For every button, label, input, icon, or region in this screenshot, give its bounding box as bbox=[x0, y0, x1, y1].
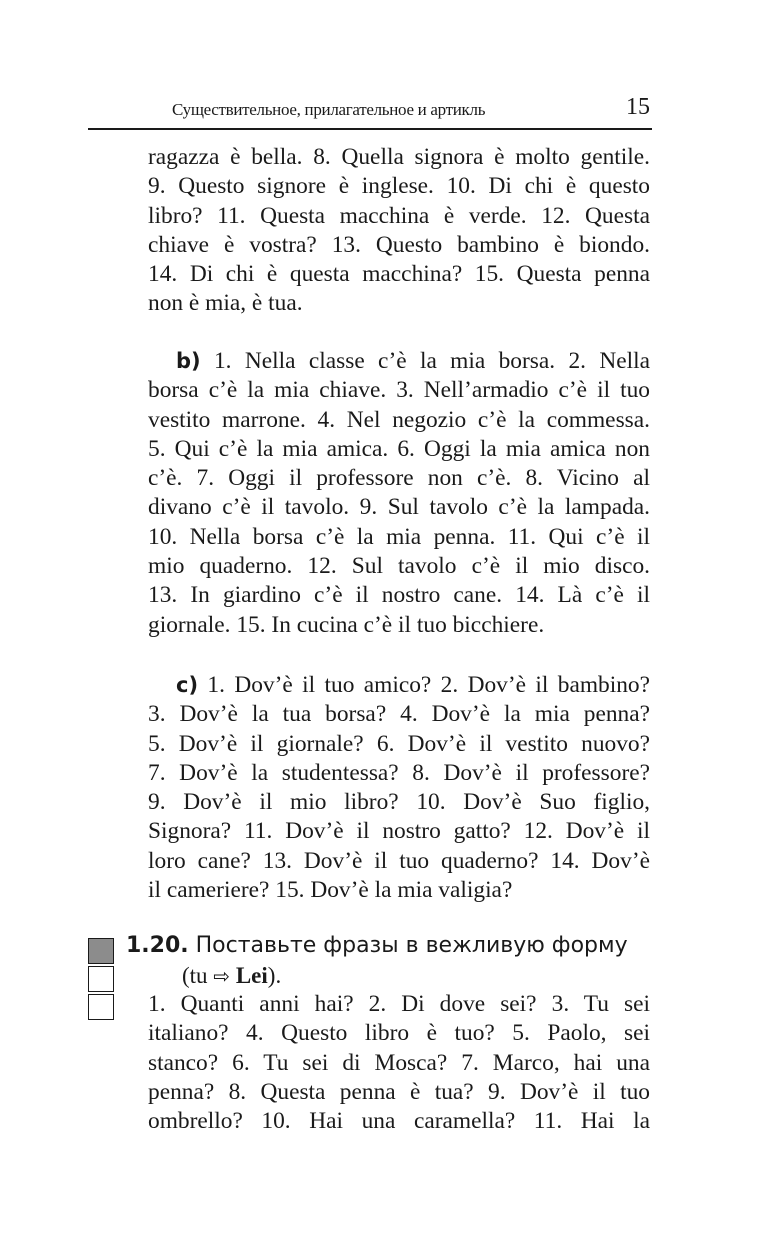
text-line bbox=[148, 671, 650, 700]
text-line: 5. Qui c’è la mia amica. 6. Oggi la mia amica non bbox=[148, 435, 650, 462]
text-line: 7. Dov’è la studentessa? 8. Dov’è il professore? bbox=[148, 759, 650, 786]
text-line: stanco? 6. Tu sei di Mosca? 7. Marco, hai una bbox=[148, 1049, 650, 1076]
text-line bbox=[148, 347, 650, 376]
exercise-number: 1.20. bbox=[126, 933, 189, 958]
target-form: Lei bbox=[230, 963, 268, 988]
text-line: loro cane? 13. Dov’è il tuo quaderno? 14. Dov’è bbox=[148, 847, 650, 874]
text-line: penna? 8. Questa penna è tua? 9. Dov’è il tuo bbox=[148, 1078, 650, 1105]
text-line: 13. In giardino c’è il nostro cane. 14. Là c’è il bbox=[148, 582, 650, 609]
text-line: non è mia, è tua. bbox=[148, 290, 303, 317]
text-line: 10. Nella borsa c’è la mia penna. 11. Qui c’è il bbox=[148, 523, 650, 550]
text-line: 3. Dov’è la tua borsa? 4. Dov’è la mia penna? bbox=[148, 701, 650, 728]
paren-open: (tu bbox=[182, 963, 214, 988]
text-line: ragazza è bella. 8. Quella signora è molto gentile. bbox=[148, 144, 650, 170]
text-span: 1. Dov’è il tuo amico? 2. Dov’è il bambino? bbox=[198, 672, 650, 698]
text-line: libro? 11. Questa macchina è verde. 12. Questa bbox=[148, 202, 650, 229]
text-line: italiano? 4. Questo libro è tuo? 5. Paolo, sei bbox=[148, 1020, 650, 1047]
difficulty-box-empty bbox=[88, 994, 114, 1020]
text-line: 9. Questo signore è inglese. 10. Di chi è questo bbox=[148, 173, 650, 200]
paren-close: ). bbox=[267, 963, 282, 988]
difficulty-indicator bbox=[88, 938, 116, 1022]
exercise-instruction-line2 bbox=[182, 961, 281, 991]
text-line: giornale. 15. In cucina c’è il tuo bicchiere. bbox=[148, 611, 545, 638]
header-title: Существительное, прилагательное и артикль bbox=[172, 100, 486, 119]
text-line: divano c’è il tavolo. 9. Sul tavolo c’è la lampada. bbox=[148, 494, 650, 521]
difficulty-box-empty bbox=[88, 966, 114, 992]
text-line: 14. Di chi è questa macchina? 15. Questa penna bbox=[148, 261, 650, 288]
text-line: Signora? 11. Dov’è il nostro gatto? 12. Dov’è il bbox=[148, 818, 650, 845]
paragraph-a bbox=[148, 143, 650, 319]
text-line: vestito marrone. 4. Nel negozio c’è la commessa. bbox=[148, 406, 650, 433]
text-line: 5. Dov’è il giornale? 6. Dov’è il vestito nuovo? bbox=[148, 730, 650, 757]
text-line: chiave è vostra? 13. Questo bambino è biondo. bbox=[148, 231, 650, 258]
section-label-b: b) bbox=[176, 349, 201, 373]
difficulty-box-filled bbox=[88, 938, 114, 964]
exercise-body bbox=[148, 990, 650, 1136]
text-line: ombrello? 10. Hai una caramella? 11. Hai la bbox=[148, 1108, 650, 1135]
text-line: c’è. 7. Oggi il professore non c’è. 8. Vicino al bbox=[148, 465, 650, 492]
page-number: 15 bbox=[626, 94, 650, 120]
paragraph-b bbox=[148, 347, 650, 640]
text-line: mio quaderno. 12. Sul tavolo c’è il mio disco. bbox=[148, 553, 650, 580]
arrow-right-icon: ⇨ bbox=[213, 964, 231, 988]
section-label-c: c) bbox=[176, 673, 199, 697]
exercise-instruction: Поставьте фразы в вежливую форму bbox=[188, 933, 628, 958]
text-line: il cameriere? 15. Dov’è la mia valigia? bbox=[148, 877, 513, 904]
text-line: borsa c’è la mia chiave. 3. Nell’armadio c’è il tuo bbox=[148, 377, 650, 404]
running-header bbox=[88, 92, 652, 130]
text-line: 9. Dov’è il mio libro? 10. Dov’è Suo figlio, bbox=[148, 789, 650, 816]
text-line: 1. Quanti anni hai? 2. Di dove sei? 3. Tu sei bbox=[148, 991, 650, 1017]
paragraph-c bbox=[148, 671, 650, 905]
exercise-heading bbox=[126, 931, 656, 988]
text-span: 1. Nella classe c’è la mia borsa. 2. Nella bbox=[200, 348, 650, 374]
